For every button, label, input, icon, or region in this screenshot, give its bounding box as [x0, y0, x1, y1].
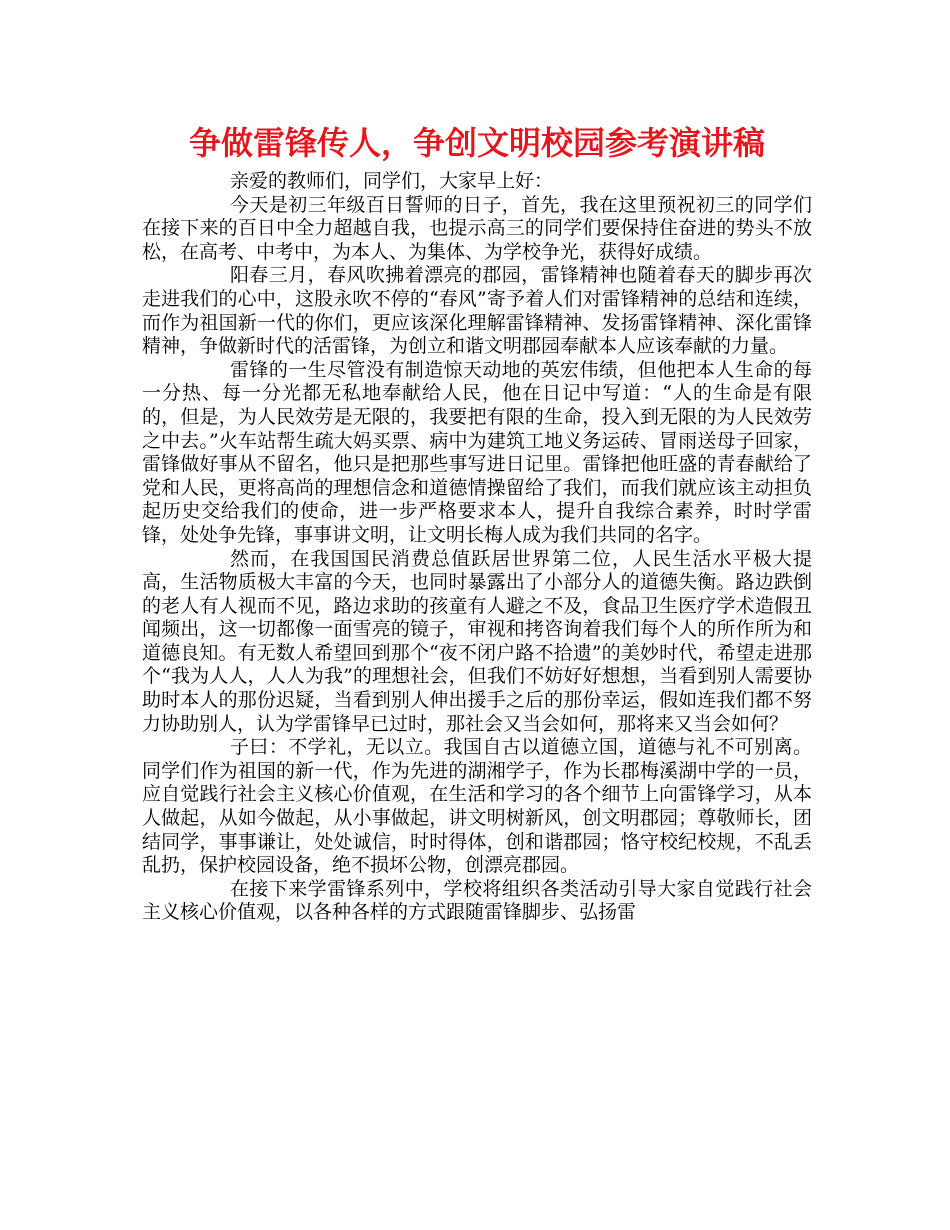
paragraph-greeting: 亲爱的教师们，同学们，大家早上好： — [230, 170, 554, 192]
paragraph: 然而，在我国国民消费总值跃居世界第二位，人民生活水平极大提高，生活物质极大丰富的今天，也同时暴露出了小部分人的道德失衡。路边跌倒的老人有人视而不见，路边求助的孩童有人避之不及，食品卫生医疗学术造假丑闻频出，这一切都像一面雪亮的镜子，审视和拷咨询着我们每个人的所作所为和道德良知。有无数人希望回到那个“夜不闭户路不拾遗”的美妙时代，希望走进那个“我为人人，人人为我”的理想社会，但我们不妨好好想想，当看到别人需要协助时本人的那份迟疑，当看到别人伸出援手之后的那份幸运，假如连我们都不努力协助别人，认为学雷锋早已过时，那社会又当会如何，那将来又当会如何？ — [142, 547, 812, 735]
paragraph: 今天是初三年级百日誓师的日子，首先，我在这里预祝初三的同学们在接下来的百日中全力超越自我，也提示高三的同学们要保持住奋进的势头不放松，在高考、中考中，为本人、为集体、为学校争光，获得好成绩。 — [142, 193, 812, 263]
paragraph: 在接下来学雷锋系列中，学校将组织各类活动引导大家自觉践行社会主义核心价值观，以各种各样的方式跟随雷锋脚步、弘扬雷 — [142, 877, 812, 924]
paragraph: 阳春三月，春风吹拂着漂亮的郡园，雷锋精神也随着春天的脚步再次走进我们的心中，这股永吹不停的“春风”寄予着人们对雷锋精神的总结和连续，而作为祖国新一代的你们，更应该深化理解雷锋精神、发扬雷锋精神、深化雷锋精神，争做新时代的活雷锋，为创立和谐文明郡园奉献本人应该奉献的力量。 — [142, 264, 812, 358]
paragraph: 雷锋的一生尽管没有制造惊天动地的英宏伟绩，但他把本人生命的每一分热、每一分光都无私地奉献给人民，他在日记中写道：“人的生命是有限的，但是，为人民效劳是无限的，我要把有限的生命，投入到无限的为人民效劳之中去。”火车站帮生疏大妈买票、病中为建筑工地义务运砖、冒雨送母子回家，雷锋做好事从不留名，他只是把那些事写进日记里。雷锋把他旺盛的青春献给了党和人民，更将高尚的理想信念和道德情操留给了我们，而我们就应该主动担负起历史交给我们的使命，进一步严格要求本人，提升自我综合素养，时时学雷锋，处处争先锋，事事讲文明，让文明长梅人成为我们共同的名字。 — [142, 358, 812, 546]
document-title: 争做雷锋传人，争创文明校园参考演讲稿 — [188, 124, 765, 162]
paragraph: 子曰：不学礼，无以立。我国自古以道德立国，道德与礼不可别离。同学们作为祖国的新一代，作为先进的湖湘学子，作为长郡梅溪湖中学的一员，应自觉践行社会主义核心价值观，在生活和学习的各个细节上向雷锋学习，从本人做起，从如今做起，从小事做起，讲文明树新风，创文明郡园；尊敬师长，团结同学，事事谦让，处处诚信，时时得体，创和谐郡园；恪守校纪校规，不乱丢乱扔，保护校园设备，绝不损坏公物，创漂亮郡园。 — [142, 736, 812, 877]
document-page — [142, 118, 812, 925]
